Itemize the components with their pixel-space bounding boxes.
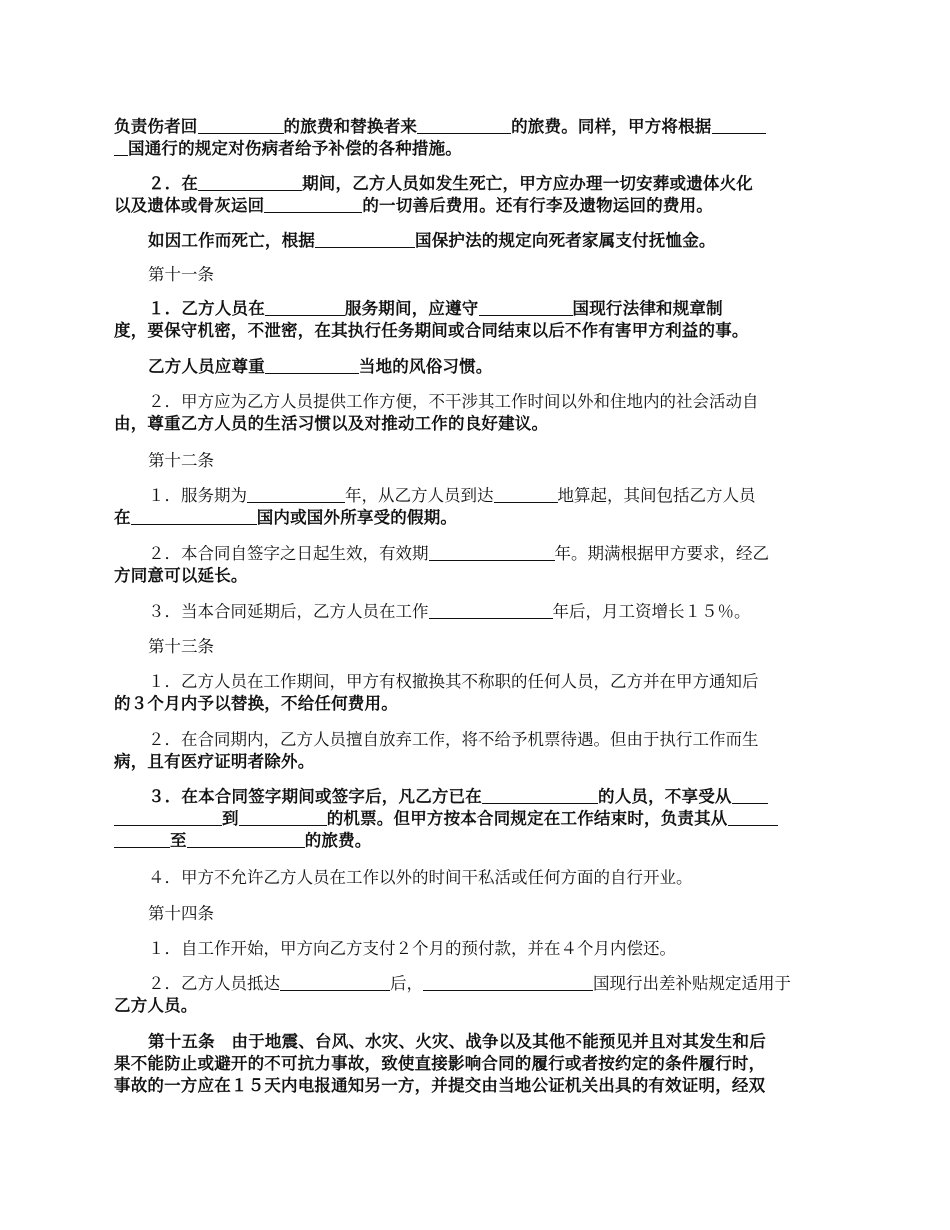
blank-field xyxy=(114,809,222,826)
text: 后， xyxy=(390,974,423,993)
blank-field xyxy=(198,117,284,134)
text: 年。期满根据甲方要求，经乙 xyxy=(554,544,769,563)
text: 乙方人员。 xyxy=(114,996,198,1015)
paragraph-article-15 xyxy=(114,1031,838,1097)
text: １．服务期为 xyxy=(148,486,247,505)
text: ２．在合同期内，乙方人员擅自放弃工作，将不给予机票待遇。但由于执行工作而生 xyxy=(148,730,759,749)
paragraph-article-13-4 xyxy=(114,867,838,889)
text: 的人员，不享受从 xyxy=(598,787,732,806)
blank-field xyxy=(239,809,327,826)
paragraph-article-13-2 xyxy=(114,729,838,773)
text: 到 xyxy=(222,809,239,828)
blank-field xyxy=(265,299,345,316)
article-11-heading: 第十一条 xyxy=(148,265,214,284)
blank-field xyxy=(265,357,359,374)
blank-field xyxy=(114,831,170,848)
blank-field xyxy=(732,787,768,804)
text: 服务期间，应遵守 xyxy=(344,299,479,318)
blank-field xyxy=(114,139,128,156)
text: 的旅费和替换者来 xyxy=(283,117,418,136)
text: ２．甲方应为乙方人员提供工作方便，不干涉其工作时间以外和住地内的社会活动自 xyxy=(148,392,759,411)
paragraph-article-13-3 xyxy=(114,786,838,852)
text: 在 xyxy=(114,508,131,527)
text: 的旅费。同样，甲方将根据 xyxy=(511,117,712,136)
paragraph-injury-travel xyxy=(114,116,838,160)
text: １．乙方人员在 xyxy=(148,299,265,318)
blank-field xyxy=(482,787,598,804)
article-14-heading: 第十四条 xyxy=(148,904,214,923)
blank-field xyxy=(479,299,573,316)
blank-field xyxy=(429,602,553,619)
text: ３．在本合同签字期间或签字后，凡乙方已在 xyxy=(148,787,482,806)
text: 至 xyxy=(170,831,187,850)
blank-field xyxy=(423,974,593,991)
text: 的旅费。 xyxy=(304,831,372,850)
text: 地算起，其间包括乙方人员 xyxy=(557,486,756,505)
text: 方同意可以延长。 xyxy=(114,566,248,585)
text: 年后，月工资增长１５％。 xyxy=(552,602,751,621)
paragraph-article-14-1 xyxy=(114,938,838,960)
paragraph-article-14-2 xyxy=(114,973,838,1017)
paragraph-pension xyxy=(114,230,838,252)
text: 度，要保守机密，不泄密，在其执行任务期间或合同结束以后不作有害甲方利益的事。 xyxy=(114,321,749,340)
blank-field xyxy=(712,117,766,134)
text: 当地的风俗习惯。 xyxy=(358,357,493,376)
text: 第十五条 由于地震、台风、水灾、火灾、战争以及其他不能预见并且对其发生和后 xyxy=(148,1032,766,1051)
text: 事故的一方应在１５天内电报通知另一方，并提交由当地公证机关出具的有效证明，经双 xyxy=(114,1076,766,1095)
text: 国保护法的规定向死者家属支付抚恤金。 xyxy=(415,231,716,250)
article-12-heading: 第十二条 xyxy=(148,451,214,470)
text: 负责伤者回 xyxy=(114,117,198,136)
text: ２．乙方人员抵达 xyxy=(148,974,280,993)
paragraph-death-handling xyxy=(114,173,838,217)
text: ４．甲方不允许乙方人员在工作以外的时间干私活或任何方面的自行开业。 xyxy=(148,868,693,887)
paragraph-article-11-2 xyxy=(114,391,838,435)
text: １．自工作开始，甲方向乙方支付２个月的预付款，并在４个月内偿还。 xyxy=(148,939,676,958)
blank-field xyxy=(494,486,558,503)
paragraph-article-12-1 xyxy=(114,485,838,529)
text: 国现行出差补贴规定适用于 xyxy=(593,974,791,993)
text: 由，尊重乙方人员的生活习惯以及对推动工作的良好建议。 xyxy=(114,414,549,433)
article-13-heading: 第十三条 xyxy=(148,637,214,656)
blank-field xyxy=(728,809,778,826)
blank-field xyxy=(315,231,415,248)
text: 如因工作而死亡，根据 xyxy=(148,231,315,250)
paragraph-customs xyxy=(114,356,838,378)
text: １．乙方人员在工作期间，甲方有权撤换其不称职的任何人员，乙方并在甲方通知后 xyxy=(148,672,759,691)
paragraph-article-12-3 xyxy=(114,601,838,623)
text: 的３个月内予以替换，不给任何费用。 xyxy=(114,694,398,713)
text: 乙方人员应尊重 xyxy=(148,357,265,376)
blank-field xyxy=(429,544,555,561)
text: ２．在 xyxy=(148,174,199,193)
text: 年，从乙方人员到达 xyxy=(345,486,494,505)
paragraph-article-12-2 xyxy=(114,543,838,587)
blank-field xyxy=(198,174,302,191)
blank-field xyxy=(280,974,390,991)
text: 果不能防止或避开的不可抗力事故，致使直接影响合同的履行或者按约定的条件履行时， xyxy=(114,1054,766,1073)
text: 国现行法律和规章制 xyxy=(572,299,723,318)
text: 病，且有医疗证明者除外。 xyxy=(114,752,315,771)
text: ３．当本合同延期后，乙方人员在工作 xyxy=(148,602,429,621)
paragraph-article-13-1 xyxy=(114,671,838,715)
text: 以及遗体或骨灰运回 xyxy=(114,196,265,215)
blank-field xyxy=(247,486,345,503)
blank-field xyxy=(264,196,362,213)
text: 国通行的规定对伤病者给予补偿的各种措施。 xyxy=(128,139,462,158)
text: ２．本合同自签字之日起生效，有效期 xyxy=(148,544,429,563)
blank-field xyxy=(187,831,305,848)
blank-field xyxy=(417,117,511,134)
text: 的机票。但甲方按本合同规定在工作结束时，负责其从 xyxy=(326,809,728,828)
text: 的一切善后费用。还有行李及遗物运回的费用。 xyxy=(362,196,714,215)
text: 期间，乙方人员如发生死亡，甲方应办理一切安葬或遗体火化 xyxy=(302,174,754,193)
blank-field xyxy=(131,508,257,525)
paragraph-article-11-1 xyxy=(114,298,838,342)
text: 国内或国外所享受的假期。 xyxy=(256,508,458,527)
